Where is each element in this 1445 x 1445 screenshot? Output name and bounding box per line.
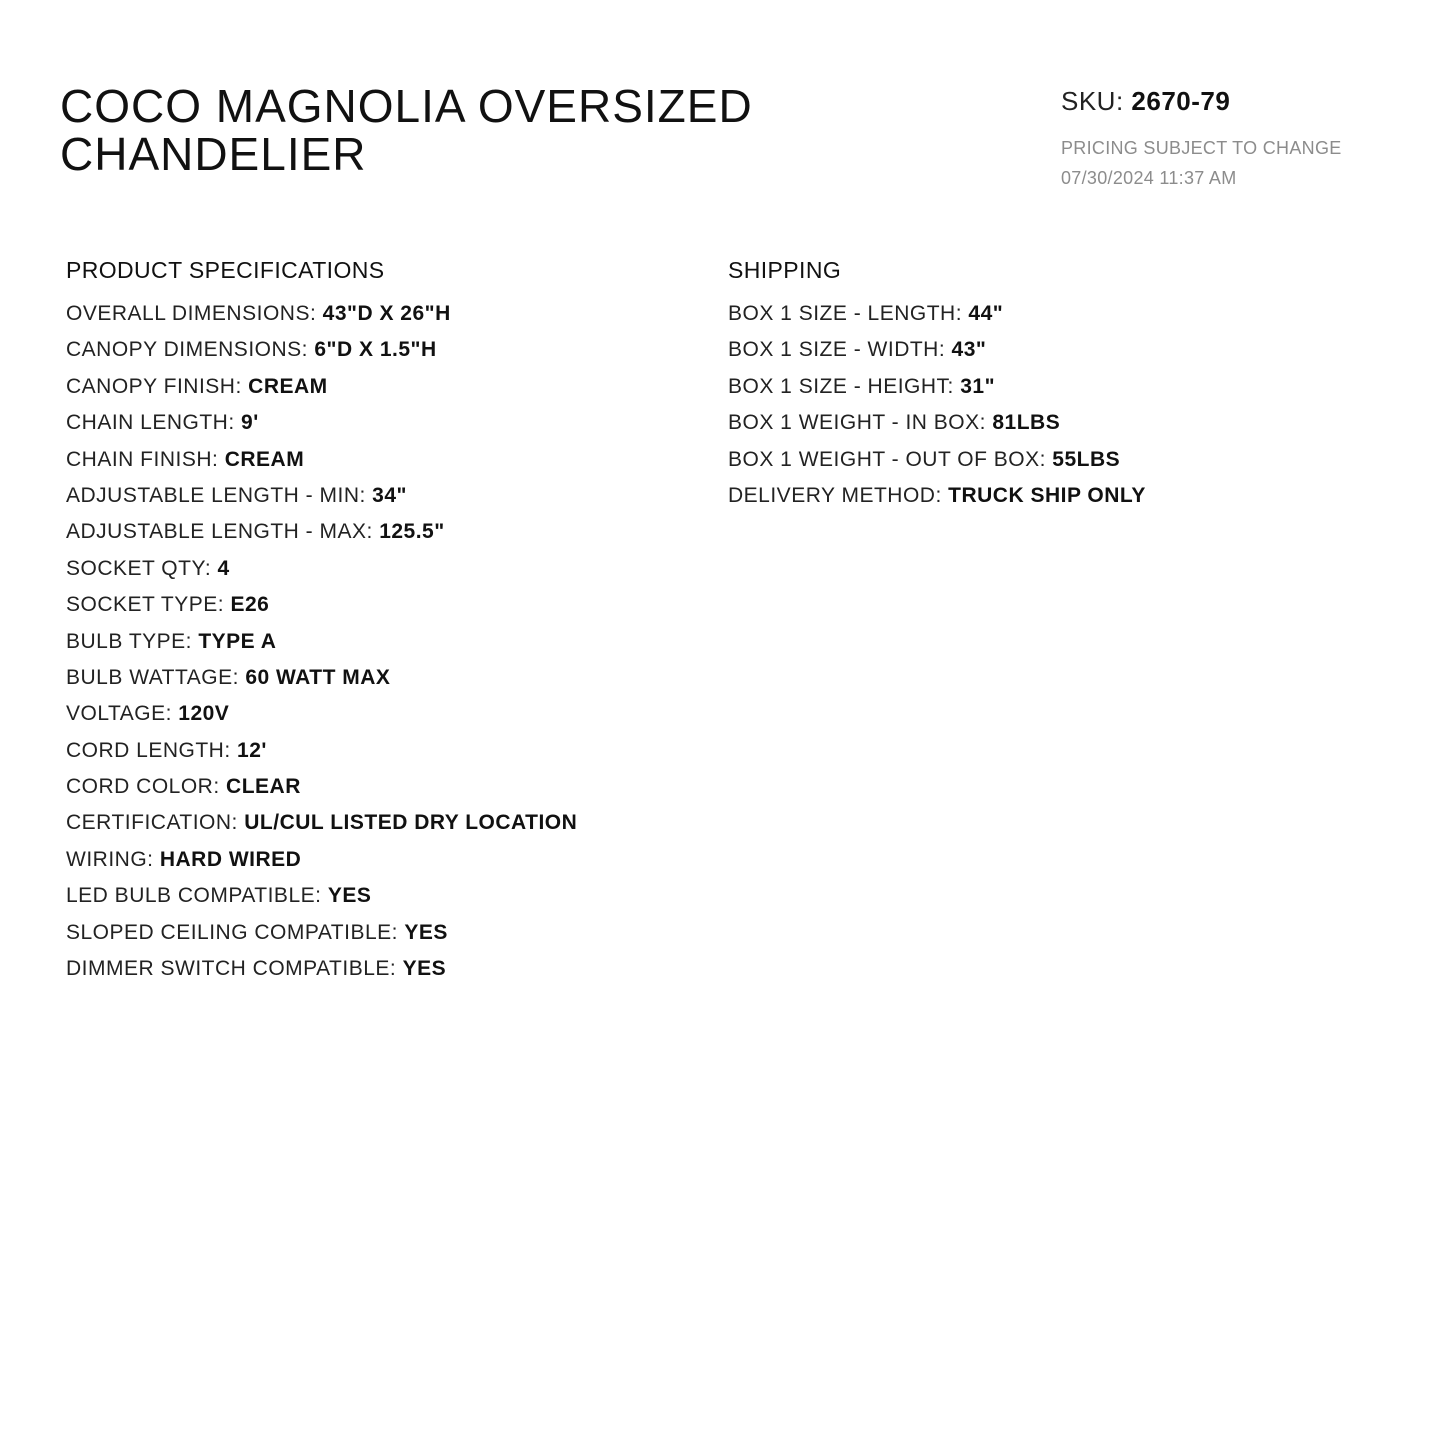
shipping-row-label: BOX 1 WEIGHT - OUT OF BOX:	[728, 447, 1046, 471]
product-specifications-heading: PRODUCT SPECIFICATIONS	[66, 257, 385, 283]
product-meta	[1061, 85, 1401, 193]
shipping-section	[728, 255, 1388, 514]
spec-row	[66, 842, 686, 878]
spec-row-value: UL/CUL LISTED DRY LOCATION	[244, 811, 578, 835]
product-title-line-1: COCO MAGNOLIA OVERSIZED	[60, 80, 753, 132]
spec-row-value: YES	[327, 884, 372, 908]
pricing-info	[1061, 133, 1401, 193]
spec-row-label: ADJUSTABLE LENGTH - MAX:	[66, 520, 373, 544]
spec-row	[66, 951, 686, 987]
spec-row-label: BULB TYPE:	[66, 629, 192, 653]
shipping-row	[728, 296, 1388, 332]
spec-row-label: CHAIN LENGTH:	[66, 411, 235, 435]
shipping-row	[728, 478, 1388, 514]
spec-row-label: SOCKET TYPE:	[66, 593, 225, 617]
spec-list	[66, 296, 686, 987]
shipping-row	[728, 369, 1388, 405]
sku	[1061, 85, 1401, 117]
spec-row-value: E26	[230, 593, 270, 617]
spec-row-value: HARD WIRED	[159, 847, 302, 871]
spec-row-value: 60 WATT MAX	[245, 665, 391, 689]
spec-row-value: 12'	[237, 738, 267, 762]
shipping-row	[728, 332, 1388, 368]
spec-row	[66, 769, 686, 805]
spec-row-value: 6"D X 1.5"H	[314, 338, 437, 362]
product-title-line-2: CHANDELIER	[60, 128, 367, 180]
spec-row	[66, 878, 686, 914]
product-specifications-section	[66, 255, 686, 987]
spec-row-value: 34"	[372, 483, 407, 507]
spec-row	[66, 624, 686, 660]
shipping-row-label: BOX 1 SIZE - LENGTH:	[728, 302, 963, 325]
spec-row	[66, 369, 686, 405]
shipping-heading: SHIPPING	[728, 257, 842, 283]
spec-row-label: WIRING:	[66, 847, 154, 871]
spec-row-label: OVERALL DIMENSIONS:	[66, 302, 317, 325]
spec-row-label: VOLTAGE:	[66, 702, 172, 726]
spec-row	[66, 478, 686, 514]
shipping-row	[728, 405, 1388, 441]
spec-row-label: CERTIFICATION:	[66, 811, 238, 835]
spec-row-label: CHAIN FINISH:	[66, 447, 219, 471]
spec-row-value: YES	[404, 920, 448, 944]
spec-row	[66, 660, 686, 696]
spec-row	[66, 805, 686, 841]
spec-row-value: 125.5"	[379, 520, 445, 544]
shipping-row	[728, 442, 1388, 478]
spec-row	[66, 405, 686, 441]
spec-row-label: BULB WATTAGE:	[66, 665, 239, 689]
spec-row	[66, 696, 686, 732]
spec-row-value: TYPE A	[198, 629, 277, 653]
spec-row	[66, 514, 686, 550]
timestamp: 07/30/2024 11:37 AM	[1061, 168, 1237, 188]
sku-value: 2670-79	[1131, 86, 1231, 116]
spec-row-label: CORD LENGTH:	[66, 738, 231, 762]
shipping-row-label: BOX 1 WEIGHT - IN BOX:	[728, 411, 986, 435]
pricing-note: PRICING SUBJECT TO CHANGE	[1061, 138, 1342, 158]
spec-row	[66, 296, 686, 332]
spec-row-label: ADJUSTABLE LENGTH - MIN:	[66, 483, 366, 507]
spec-row	[66, 442, 686, 478]
shipping-row-label: DELIVERY METHOD:	[728, 483, 942, 507]
spec-row	[66, 733, 686, 769]
spec-row	[66, 587, 686, 623]
spec-row	[66, 551, 686, 587]
spec-row-label: SLOPED CEILING COMPATIBLE:	[66, 920, 398, 944]
spec-row-label: LED BULB COMPATIBLE:	[66, 884, 322, 908]
spec-row-value: CREAM	[248, 374, 328, 398]
spec-row-value: 43"D X 26"H	[322, 302, 451, 325]
spec-row-value: CLEAR	[226, 775, 301, 799]
sku-label: SKU:	[1061, 86, 1124, 116]
product-title	[60, 82, 860, 178]
shipping-list	[728, 296, 1388, 514]
spec-row-label: SOCKET QTY:	[66, 556, 212, 580]
shipping-row-label: BOX 1 SIZE - HEIGHT:	[728, 374, 954, 398]
shipping-row-value: 31"	[960, 374, 996, 398]
spec-row	[66, 332, 686, 368]
spec-row-label: CANOPY DIMENSIONS:	[66, 338, 308, 362]
spec-row-label: CANOPY FINISH:	[66, 374, 242, 398]
shipping-row-value: TRUCK SHIP ONLY	[948, 483, 1146, 507]
spec-row-label: DIMMER SWITCH COMPATIBLE:	[66, 957, 397, 981]
spec-row-label: CORD COLOR:	[66, 775, 220, 799]
shipping-row-value: 55LBS	[1052, 447, 1121, 471]
shipping-row-value: 81LBS	[992, 411, 1061, 435]
spec-row-value: 120V	[178, 702, 230, 726]
spec-row	[66, 915, 686, 951]
shipping-row-value: 43"	[951, 338, 987, 362]
spec-row-value: 9'	[241, 411, 259, 435]
shipping-row-label: BOX 1 SIZE - WIDTH:	[728, 338, 946, 362]
spec-row-value: CREAM	[224, 447, 305, 471]
spec-row-value: YES	[402, 957, 447, 981]
shipping-row-value: 44"	[968, 302, 1004, 325]
spec-row-value: 4	[217, 556, 230, 580]
